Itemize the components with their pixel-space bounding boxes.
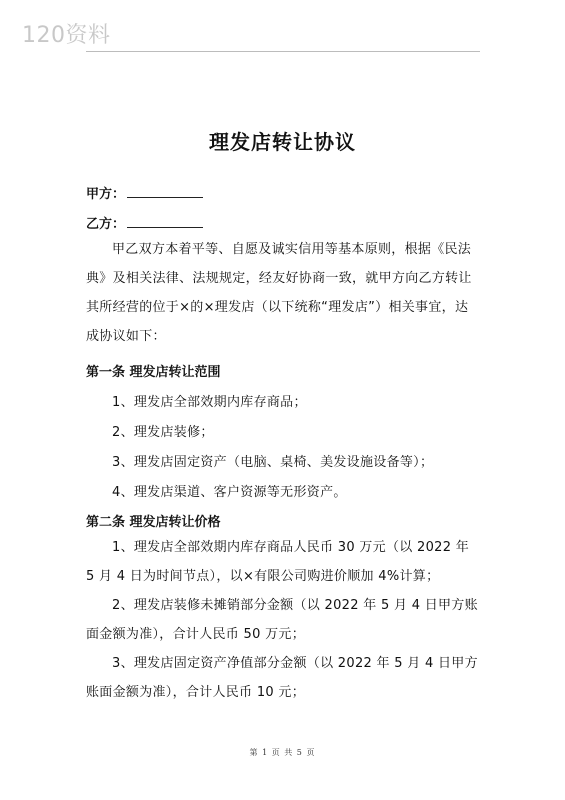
watermark: 120资料 <box>22 23 111 48</box>
party-b-line <box>86 213 203 232</box>
article-1-item: 1、理发店全部效期内库存商品； <box>112 395 307 410</box>
intro-paragraph: 甲乙双方本着平等、自愿及诚实信用等基本原则，根据《民法典》及相关法律、法规规定，经友好协商一致，就甲方向乙方转让其所经营的位于×的×理发店（以下统称“理发店”）相关事宜，达成协议如下： <box>86 242 472 344</box>
article-2-heading: 第二条 理发店转让价格 <box>86 515 221 530</box>
article-2-item: 2、理发店装修未摊销部分金额（以 2022 年 5 月 4 日甲方账面金额为准），合计人民币 50 万元； <box>86 598 478 642</box>
article-1-item: 2、理发店装修； <box>112 425 214 440</box>
article-2-item: 3、理发店固定资产净值部分金额（以 2022 年 5 月 4 日甲方账面金额为准），合计人民币 10 元； <box>86 656 478 700</box>
party-b-label: 乙方： <box>86 217 126 232</box>
document-title: 理发店转让协议 <box>209 130 356 154</box>
party-a-blank <box>127 187 203 198</box>
page-footer: 第 1 页 共 5 页 <box>249 748 316 757</box>
party-a-label: 甲方： <box>86 187 126 202</box>
article-1-item: 3、理发店固定资产（电脑、桌椅、美发设施设备等）； <box>112 455 434 470</box>
header-rule <box>86 51 480 52</box>
party-b-blank <box>127 217 203 228</box>
party-a-line <box>86 183 203 202</box>
article-2-item: 1、理发店全部效期内库存商品人民币 30 万元（以 2022 年 5 月 4 日为时间节点），以×有限公司购进价顺加 4%计算； <box>86 540 470 584</box>
article-1-item: 4、理发店渠道、客户资源等无形资产。 <box>112 485 347 500</box>
article-1-heading: 第一条 理发店转让范围 <box>86 365 221 380</box>
